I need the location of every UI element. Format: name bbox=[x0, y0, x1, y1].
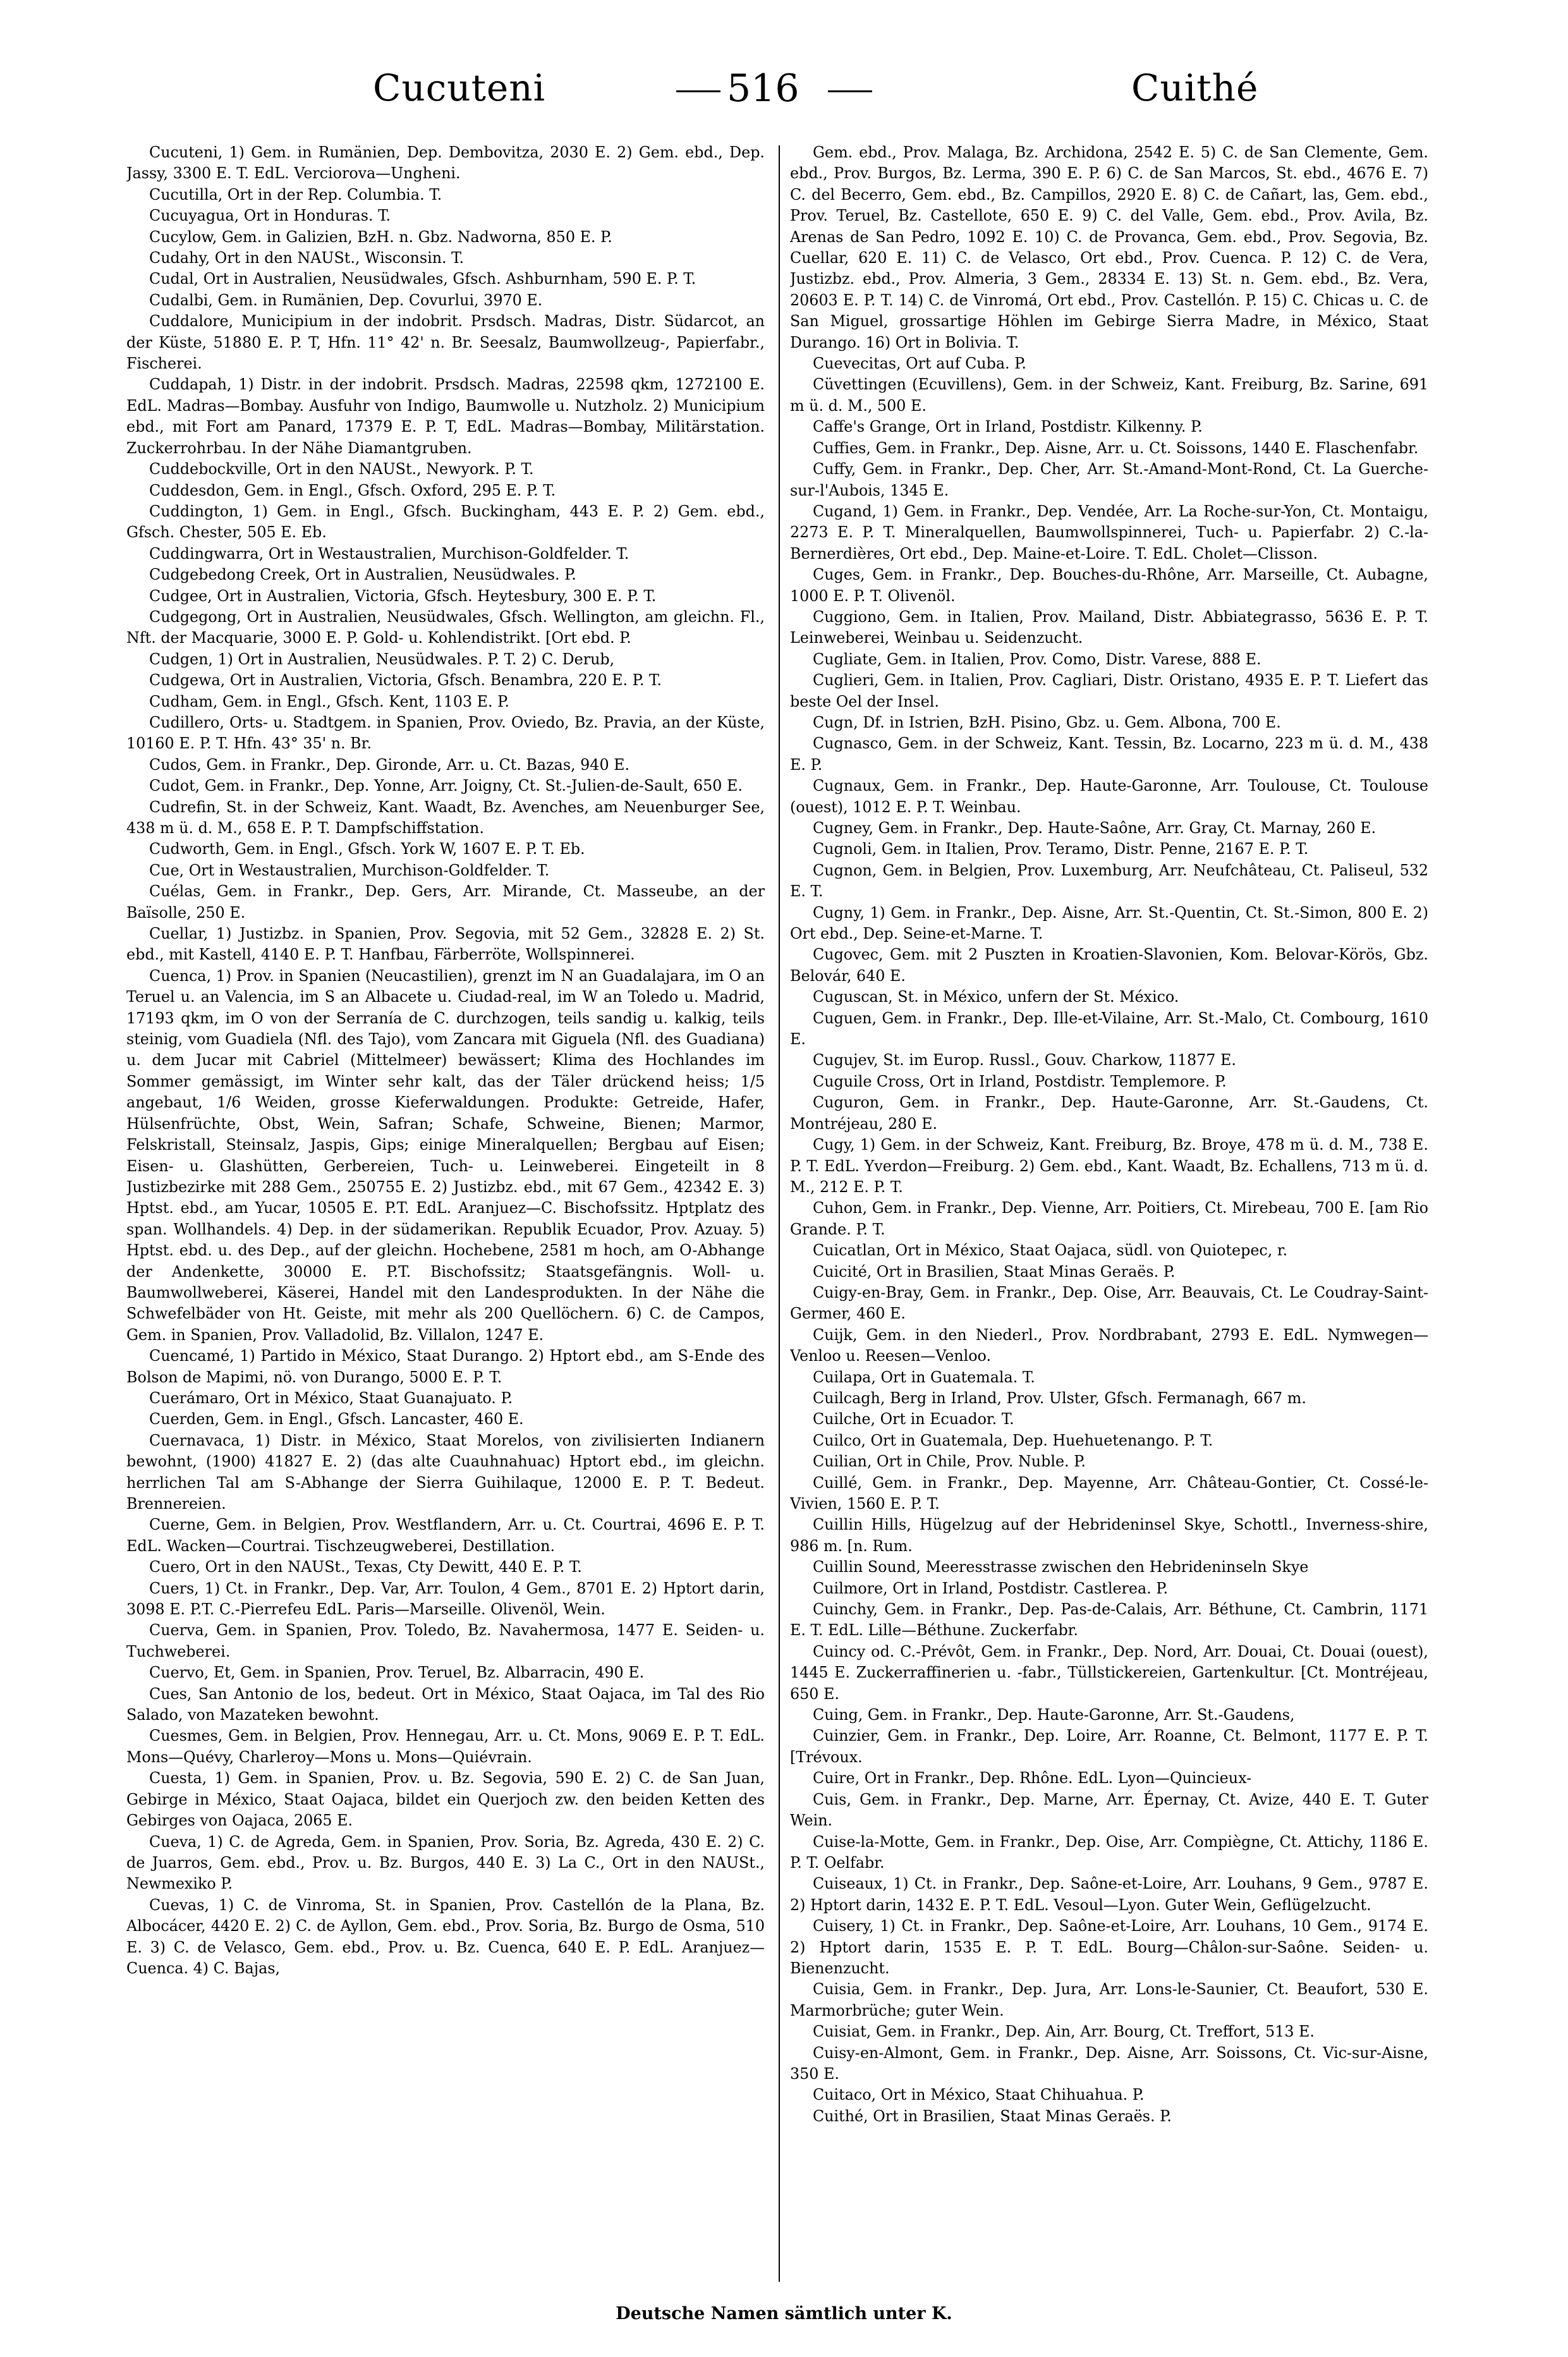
dictionary-entry: Cugnon, Gem. in Belgien, Prov. Luxemburg, Arr. Neufchâteau, Ct. Paliseul, 532 E. T. bbox=[790, 861, 1428, 901]
dictionary-entry: Cugovec, Gem. mit 2 Puszten in Kroatien-Slavonien, Kom. Belovar-Körös, Gbz. Belovár, 640 E. bbox=[790, 946, 1428, 985]
dictionary-entry: Cudrefin, St. in der Schweiz, Kant. Waadt, Bz. Avenches, am Neuenburger See, 438 m ü. d. M., 658 E. P. T. Dampfschiffstation. bbox=[126, 798, 765, 837]
dictionary-entry: Cuernavaca, 1) Distr. in México, Staat Morelos, von zivilisierten Indianern bewohnt, (1900) 41827 E. 2) (das alte Cuauhnahuac) Hptort ebd., im gleichn. herrlichen Tal am S-Abhange der Sierra Guihilaque, 12000 E. P. T. Bedeut. Brennereien. bbox=[126, 1431, 765, 1513]
dictionary-entry: Cuinchy, Gem. in Frankr., Dep. Pas-de-Calais, Arr. Béthune, Ct. Cambrin, 1171 E. T. EdL. Lille—Béthune. Zuckerfabr. bbox=[790, 1600, 1428, 1640]
dictionary-entry: Cuélas, Gem. in Frankr., Dep. Gers, Arr. Mirande, Ct. Masseube, an der Baïsolle, 250 E. bbox=[126, 882, 765, 922]
dictionary-entry: Cuervo, Et, Gem. in Spanien, Prov. Teruel, Bz. Albarracin, 490 E. bbox=[149, 1664, 645, 1682]
dictionary-entry: Cuillé, Gem. in Frankr., Dep. Mayenne, Arr. Château-Gontier, Ct. Cossé-le-Vivien, 1560 E. P. T. bbox=[790, 1473, 1428, 1513]
dictionary-entry: Cucylow, Gem. in Galizien, BzH. n. Gbz. Nadworna, 850 E. P. bbox=[149, 228, 612, 246]
dictionary-entry: Cudal, Ort in Australien, Neusüdwales, Gfsch. Ashburnham, 590 E. P. T. bbox=[149, 270, 696, 288]
dictionary-entry: Cuddingwarra, Ort in Westaustralien, Murchison-Goldfelder. T. bbox=[149, 544, 629, 563]
dictionary-entry: Cuguscan, St. in México, unfern der St. México. bbox=[813, 988, 1179, 1006]
dictionary-entry: Cuddalore, Municipium in der indobrit. Prsdsch. Madras, Distr. Südarcot, an der Küste, 51880 E. P. T, Hfn. 11° 42' n. Br. Seesalz, Baumwollzeug-, Papierfabr., Fischerei. bbox=[126, 312, 765, 373]
dictionary-entry: Cuencamé, 1) Partido in México, Staat Durango. 2) Hptort ebd., am S-Ende des Bolson de Mapimi, nö. von Durango, 5000 E. P. T. bbox=[126, 1347, 765, 1386]
dictionary-entry: Cudalbi, Gem. in Rumänien, Dep. Covurlui, 3970 E. bbox=[149, 291, 543, 309]
dictionary-entry: Cugujev, St. im Europ. Russl., Gouv. Charkow, 11877 E. bbox=[813, 1051, 1236, 1069]
dictionary-entry: Cudgebedong Creek, Ort in Australien, Neusüdwales. P. bbox=[149, 566, 576, 584]
dictionary-entry: Cudham, Gem. in Engl., Gfsch. Kent, 1103 E. P. bbox=[149, 692, 509, 710]
dictionary-entry: Cuers, 1) Ct. in Frankr., Dep. Var, Arr. Toulon, 4 Gem., 8701 E. 2) Hptort darin, 3098 E. P.T. C.-Pierrefeu EdL. Paris—Marseille. Olivenöl, Wein. bbox=[126, 1579, 765, 1619]
dictionary-entry: Cüvettingen (Ecuvillens), Gem. in der Schweiz, Kant. Freiburg, Bz. Sarine, 691 m ü. d. M., 500 E. bbox=[790, 375, 1428, 415]
dictionary-entry: Cudgegong, Ort in Australien, Neusüdwales, Gfsch. Wellington, am gleichn. Fl., Nft. der Macquarie, 3000 E. P. Gold- u. Kohlendistrikt. [Ort ebd. P. bbox=[126, 607, 765, 647]
dictionary-entry: Cuijk, Gem. in den Niederl., Prov. Nordbrabant, 2793 E. EdL. Nymwegen—Venloo u. Reesen—Venloo. bbox=[790, 1325, 1428, 1365]
column-divider bbox=[779, 145, 780, 2282]
dictionary-entry: Cuilco, Ort in Guatemala, Dep. Huehuetenango. P. T. bbox=[813, 1431, 1213, 1449]
dictionary-entry: Cugny, 1) Gem. in Frankr., Dep. Aisne, Arr. St.-Quentin, Ct. St.-Simon, 800 E. 2) Ort ebd., Dep. Seine-et-Marne. T. bbox=[790, 903, 1428, 943]
dictionary-entry: Cuilapa, Ort in Guatemala. T. bbox=[813, 1368, 1035, 1386]
dictionary-entry: Cuerne, Gem. in Belgien, Prov. Westflandern, Arr. u. Ct. Courtrai, 4696 E. P. T. EdL. Wacken—Courtrai. Tischzeugweberei, Destillation. bbox=[126, 1516, 765, 1555]
dictionary-entry: Cuithé, Ort in Brasilien, Staat Minas Geraës. P. bbox=[813, 2107, 1172, 2125]
dictionary-entry: Cuffy, Gem. in Frankr., Dep. Cher, Arr. St.-Amand-Mont-Rond, Ct. La Guerche-sur-l'Aubois, 1345 E. bbox=[790, 460, 1428, 499]
dictionary-entry: Cucutilla, Ort in der Rep. Columbia. T. bbox=[149, 185, 442, 204]
dictionary-entry: Cuinzier, Gem. in Frankr., Dep. Loire, Arr. Roanne, Ct. Belmont, 1177 E. P. T. [Trévoux. bbox=[790, 1727, 1428, 1766]
dictionary-entry: Cugnasco, Gem. in der Schweiz, Kant. Tessin, Bz. Locarno, 223 m ü. d. M., 438 E. P. bbox=[790, 734, 1428, 774]
dictionary-entry: Cuilche, Ort in Ecuador. T. bbox=[813, 1410, 1014, 1428]
dictionary-entry: Cudgewa, Ort in Australien, Victoria, Gfsch. Benambra, 220 E. P. T. bbox=[149, 671, 662, 690]
dictionary-entry: Cuilcagh, Berg in Irland, Prov. Ulster, Gfsch. Fermanagh, 667 m. bbox=[813, 1389, 1306, 1407]
dictionary-entry: Cuerva, Gem. in Spanien, Prov. Toledo, Bz. Navahermosa, 1477 E. Seiden- u. Tuchweberei. bbox=[126, 1621, 765, 1660]
dictionary-entry: Cuicatlan, Ort in México, Staat Oajaca, südl. von Quiotepec, r. bbox=[813, 1241, 1288, 1260]
dictionary-entry: Cuiseaux, 1) Ct. in Frankr., Dep. Saône-et-Loire, Arr. Louhans, 9 Gem., 9787 E. 2) Hptort darin, 1432 E. P. T. EdL. Vesoul—Lyon. Guter Wein, Geflügelzucht. bbox=[790, 1875, 1428, 1914]
dictionary-entry: Cudahy, Ort in den NAUSt., Wisconsin. T. bbox=[149, 249, 465, 267]
dictionary-entry: Cuillin Hills, Hügelzug auf der Hebrideninsel Skye, Schottl., Inverness-shire, 986 m. [n. Rum. bbox=[790, 1516, 1428, 1555]
dictionary-entry: Cuevas, 1) C. de Vinroma, St. in Spanien, Prov. Castellón de la Plana, Bz. Albocácer, 4420 E. 2) C. de Ayllon, Gem. ebd., Prov. Soria, Bz. Burgo de Osma, 510 E. 3) C. de Velasco, Gem. ebd., Prov. u. Bz. Cuenca, 640 E. P. EdL. Aranjuez—Cuenca. 4) C. Bajas, bbox=[126, 1896, 765, 1977]
dictionary-entry: Cuges, Gem. in Frankr., Dep. Bouches-du-Rhône, Arr. Marseille, Ct. Aubagne, 1000 E. P. T. Olivenöl. bbox=[790, 566, 1428, 605]
dictionary-entry: Cuigy-en-Bray, Gem. in Frankr., Dep. Oise, Arr. Beauvais, Ct. Le Coudray-Saint-Germer, 460 E. bbox=[790, 1283, 1428, 1323]
dictionary-entry: Cugn, Df. in Istrien, BzH. Pisino, Gbz. u. Gem. Albona, 700 E. bbox=[813, 713, 1281, 731]
dictionary-entry: Cucuyagua, Ort in Honduras. T. bbox=[149, 207, 391, 225]
dictionary-entry: Cudillero, Orts- u. Stadtgem. in Spanien, Prov. Oviedo, Bz. Pravia, an der Küste, 10160 E. P. T. Hfn. 43° 35' n. Br. bbox=[126, 713, 765, 753]
page-number: 516 bbox=[727, 66, 799, 111]
dictionary-entry: Cuesta, 1) Gem. in Spanien, Prov. u. Bz. Segovia, 590 E. 2) C. de San Juan, Gebirge in México, Staat Oajaca, bildet ein Querjoch zw. den beiden Ketten des Gebirges von Oajaca, 2065 E. bbox=[126, 1769, 765, 1830]
dictionary-entry: Cudgen, 1) Ort in Australien, Neusüdwales. P. T. 2) C. Derub, bbox=[149, 650, 615, 668]
dictionary-entry: Cues, San Antonio de los, bedeut. Ort in México, Staat Oajaca, im Tal des Rio Salado, von Mazateken bewohnt. bbox=[126, 1684, 765, 1724]
dictionary-entry: Cuis, Gem. in Frankr., Dep. Marne, Arr. Épernay, Ct. Avize, 440 E. T. Guter Wein. bbox=[790, 1790, 1428, 1830]
dictionary-entry: Cucuteni, 1) Gem. in Rumänien, Dep. Dembovitza, 2030 E. 2) Gem. ebd., Dep. Jassy, 3300 E. T. EdL. Verciorova—Ungheni. bbox=[126, 143, 765, 183]
header-last-keyword: Cuithé bbox=[1131, 66, 1259, 109]
dictionary-entry: Cuddesdon, Gem. in Engl., Gfsch. Oxford, 295 E. P. T. bbox=[149, 481, 556, 499]
footer-note: Deutsche Namen sämtlich unter K. bbox=[616, 2304, 952, 2324]
header-first-keyword: Cucuteni bbox=[373, 66, 546, 109]
dictionary-entry: Cugnoli, Gem. in Italien, Prov. Teramo, Distr. Penne, 2167 E. P. T. bbox=[813, 840, 1309, 858]
dictionary-entry: Cuglieri, Gem. in Italien, Prov. Cagliari, Distr. Oristano, 4935 E. P. T. Liefert das beste Oel der Insel. bbox=[790, 671, 1428, 710]
dictionary-entry: Cuisery, 1) Ct. in Frankr., Dep. Saône-et-Loire, Arr. Louhans, 10 Gem., 9174 E. 2) Hptort darin, 1535 E. P. T. EdL. Bourg—Châlon-sur-Saône. Seiden- u. Bienenzucht. bbox=[790, 1917, 1428, 1977]
dictionary-entry: Cuilmore, Ort in Irland, Postdistr. Castlerea. P. bbox=[813, 1579, 1169, 1597]
dictionary-entry: Cuisiat, Gem. in Frankr., Dep. Ain, Arr. Bourg, Ct. Treffort, 513 E. bbox=[813, 2023, 1315, 2041]
dictionary-entry: Cuddington, 1) Gem. in Engl., Gfsch. Buckingham, 443 E. P. 2) Gem. ebd., Gfsch. Chester, 505 E. Eb. bbox=[126, 502, 765, 542]
left-column bbox=[126, 142, 765, 2285]
dictionary-entry: Cuddebockville, Ort in den NAUSt., Newyork. P. T. bbox=[149, 460, 534, 478]
dictionary-entry: Cuise-la-Motte, Gem. in Frankr., Dep. Oise, Arr. Compiègne, Ct. Attichy, 1186 E. P. T. Oelfabr. bbox=[790, 1832, 1428, 1872]
dictionary-entry: Cugand, 1) Gem. in Frankr., Dep. Vendée, Arr. La Roche-sur-Yon, Ct. Montaigu, 2273 E. P. T. Mineralquellen, Baumwollspinnerei, Tuch- u. Papierfabr. 2) C.-la-Bernerdières, Ort ebd., Dep. Maine-et-Loire. T. EdL. Cholet—Clisson. bbox=[790, 502, 1428, 563]
dictionary-entry: Cuitaco, Ort in México, Staat Chihuahua. P. bbox=[813, 2086, 1145, 2104]
dictionary-entry: Cuhon, Gem. in Frankr., Dep. Vienne, Arr. Poitiers, Ct. Mirebeau, 700 E. [am Rio Grande. P. T. bbox=[790, 1199, 1428, 1238]
dictionary-entry: Cuerden, Gem. in Engl., Gfsch. Lancaster, 460 E. bbox=[149, 1410, 524, 1428]
dictionary-entry: Cuguile Cross, Ort in Irland, Postdistr. Templemore. P. bbox=[813, 1072, 1227, 1090]
dictionary-entry: Cudworth, Gem. in Engl., Gfsch. York W, 1607 E. P. T. Eb. bbox=[149, 840, 585, 858]
page-header bbox=[145, 66, 1435, 123]
dictionary-entry: Cuillin Sound, Meeresstrasse zwischen den Hebrideninseln Skye bbox=[813, 1558, 1309, 1576]
dictionary-entry: Cuenca, 1) Prov. in Spanien (Neucastilien), grenzt im N an Guadalajara, im O an Teruel u. an Valencia, im S an Albacete u. Ciudad-real, im W an Toledo u. Madrid, 17193 qkm, im O von der Serranía de C. durchzogen, teils sandig u. kalkig, teils steinig, vom Guadiela (Nfl. des Tajo), vom Zancara mit Giguela (Nfl. des Guadiana) u. dem Jucar mit Cabriel (Mittelmeer) bewässert; Klima des Hochlandes im Sommer gemässigt, im Winter sehr kalt, das der Täler drückend heiss; 1/5 angebaut, 1/6 Weiden, grosse Kieferwaldungen. Produkte: Getreide, Hafer, Hülsenfrüchte, Obst, Wein, Safran; Schafe, Schweine, Bienen; Marmor, Felskristall, Steinsalz, Jaspis, Gips; einige Mineralquellen; Bergbau auf Eisen; Eisen- u. Glashütten, Gerbereien, Tuch- u. Leinweberei. Eingeteilt in 8 Justizbezirke mit 288 Gem., 250755 E. 2) Justizbz. ebd., mit 67 Gem., 42342 E. 3) Hptst. ebd., am Yucar, 10505 E. P.T. EdL. Aranjuez—C. Bischofssitz. Hptplatz des span. Wollhandels. 4) Dep. in der südamerikan. Republik Ecuador, Prov. Azuay. 5) Hptst. ebd. u. des Dep., auf der gleichn. Hochebene, 2581 m hoch, am O-Abhange der Andenkette, 30000 E. P.T. Bischofssitz; Staatsgefängnis. Woll- u. Baumwollweberei, Käserei, Handel mit den Landesprodukten. In der Nähe die Schwefelbäder von Ht. Geiste, mit mehr als 200 Quellöchern. 6) C. de Campos, Gem. in Spanien, Prov. Valladolid, Bz. Villalon, 1247 E. bbox=[126, 966, 765, 1344]
dictionary-entry: Cuggiono, Gem. in Italien, Prov. Mailand, Distr. Abbiategrasso, 5636 E. P. T. Leinweberei, Weinbau u. Seidenzucht. bbox=[790, 607, 1428, 647]
dictionary-entry: Cuincy od. C.-Prévôt, Gem. in Frankr., Dep. Nord, Arr. Douai, Ct. Douai (ouest), 1445 E. Zuckerraffinerien u. -fabr., Tüllstickereien, Gartenkultur. [Ct. Montréjeau, 650 E. bbox=[790, 1642, 1428, 1703]
dictionary-entry: Cuellar, 1) Justizbz. in Spanien, Prov. Segovia, mit 52 Gem., 32828 E. 2) St. ebd., mit Kastell, 4140 E. P. T. Hanfbau, Färberröte, Wollspinnerei. bbox=[126, 925, 765, 964]
dictionary-entry: Cuicité, Ort in Brasilien, Staat Minas Geraës. P. bbox=[813, 1262, 1176, 1281]
header-dash-right bbox=[828, 90, 872, 92]
dictionary-entry: Cuddapah, 1) Distr. in der indobrit. Prsdsch. Madras, 22598 qkm, 1272100 E. EdL. Madras—Bombay. Ausfuhr von Indigo, Baumwolle u. Nutzholz. 2) Municipium ebd., mit Fort am Panard, 17379 E. P. T, EdL. Madras—Bombay, Militärstation. Zuckerrohrbau. In der Nähe Diamantgruben. bbox=[126, 375, 765, 457]
dictionary-entry: Cugnaux, Gem. in Frankr., Dep. Haute-Garonne, Arr. Toulouse, Ct. Toulouse (ouest), 1012 E. P. T. Weinbau. bbox=[790, 777, 1428, 816]
dictionary-entry: Cuevecitas, Ort auf Cuba. P. bbox=[813, 355, 1026, 373]
header-dash-left bbox=[676, 90, 720, 92]
dictionary-entry: Caffe's Grange, Ort in Irland, Postdistr. Kilkenny. P. bbox=[813, 418, 1203, 436]
dictionary-entry: Cuesmes, Gem. in Belgien, Prov. Hennegau, Arr. u. Ct. Mons, 9069 E. P. T. EdL. Mons—Quévy, Charleroy—Mons u. Mons—Quiévrain. bbox=[126, 1727, 765, 1766]
dictionary-entry: Cuilian, Ort in Chile, Prov. Nuble. P. bbox=[813, 1453, 1086, 1471]
dictionary-entry: Cugy, 1) Gem. in der Schweiz, Kant. Freiburg, Bz. Broye, 478 m ü. d. M., 738 E. P. T. EdL. Yverdon—Freiburg. 2) Gem. ebd., Kant. Waadt, Bz. Echallens, 713 m ü. d. M., 212 E. P. T. bbox=[790, 1136, 1428, 1196]
dictionary-entry: Cuguron, Gem. in Frankr., Dep. Haute-Garonne, Arr. St.-Gaudens, Ct. Montréjeau, 280 E. bbox=[790, 1093, 1428, 1133]
dictionary-entry: Cuisia, Gem. in Frankr., Dep. Jura, Arr. Lons-le-Saunier, Ct. Beaufort, 530 E. Marmorbrüche; guter Wein. bbox=[790, 1980, 1428, 2019]
dictionary-entry: Cuguen, Gem. in Frankr., Dep. Ille-et-Vilaine, Arr. St.-Malo, Ct. Combourg, 1610 E. bbox=[790, 1009, 1428, 1049]
dictionary-entry: Cuing, Gem. in Frankr., Dep. Haute-Garonne, Arr. St.-Gaudens, bbox=[813, 1706, 1295, 1724]
dictionary-entry: Cugliate, Gem. in Italien, Prov. Como, Distr. Varese, 888 E. bbox=[813, 650, 1261, 668]
dictionary-entry: Cudot, Gem. in Frankr., Dep. Yonne, Arr. Joigny, Ct. St.-Julien-de-Sault, 650 E. bbox=[149, 777, 743, 795]
dictionary-entry: Cueva, 1) C. de Agreda, Gem. in Spanien, Prov. Soria, Bz. Agreda, 430 E. 2) C. de Juarros, Gem. ebd., Prov. u. Bz. Burgos, 440 E. 3) La C., Ort in den NAUSt., Newmexiko P. bbox=[126, 1832, 765, 1893]
dictionary-entry: Cuero, Ort in den NAUSt., Texas, Cty Dewitt, 440 E. P. T. bbox=[149, 1558, 582, 1576]
dictionary-entry: Cuire, Ort in Frankr., Dep. Rhône. EdL. Lyon—Quincieux- bbox=[813, 1769, 1252, 1788]
dictionary-entry: Cuffies, Gem. in Frankr., Dep. Aisne, Arr. u. Ct. Soissons, 1440 E. Flaschenfabr. bbox=[813, 439, 1419, 457]
dictionary-entry: Cue, Ort in Westaustralien, Murchison-Goldfelder. T. bbox=[149, 861, 550, 879]
dictionary-entry: Cugney, Gem. in Frankr., Dep. Haute-Saône, Arr. Gray, Ct. Marnay, 260 E. bbox=[813, 819, 1377, 837]
dictionary-entry: Cuerámaro, Ort in México, Staat Guanajuato. P. bbox=[149, 1389, 513, 1407]
dictionary-entry: Gem. ebd., Prov. Malaga, Bz. Archidona, 2542 E. 5) C. de San Clemente, Gem. ebd., Prov. Burgos, Bz. Lerma, 390 E. P. 6) C. de San Marcos, St. ebd., 4676 E. 7) C. del Becerro, Gem. ebd., Bz. Campillos, 2920 E. 8) C. de Cañart, las, Gem. ebd., Prov. Teruel, Bz. Castellote, 650 E. 9) C. del Valle, Gem. ebd., Prov. Avila, Bz. Arenas de San Pedro, 1092 E. 10) C. de Provanca, Gem. ebd., Prov. Segovia, Bz. Cuellar, 620 E. 11) C. de Velasco, Ort ebd., Prov. Cuenca. P. 12) C. de Vera, Justizbz. ebd., Prov. Almeria, 3 Gem., 28334 E. 13) St. n. Gem. ebd., Bz. Vera, 20603 E. P. T. 14) C. de Vinromá, Ort ebd., Prov. Castellón. P. 15) C. Chicas u. C. de San Miguel, grossartige Höhlen im Gebirge Sierra Madre, in México, Staat Durango. 16) Ort in Bolivia. T. bbox=[790, 143, 1428, 351]
dictionary-entry: Cudos, Gem. in Frankr., Dep. Gironde, Arr. u. Ct. Bazas, 940 E. bbox=[149, 755, 630, 774]
dictionary-entry: Cudgee, Ort in Australien, Victoria, Gfsch. Heytesbury, 300 E. P. T. bbox=[149, 587, 657, 605]
right-column bbox=[790, 142, 1428, 2285]
dictionary-entry: Cuisy-en-Almont, Gem. in Frankr., Dep. Aisne, Arr. Soissons, Ct. Vic-sur-Aisne, 350 E. bbox=[790, 2043, 1428, 2083]
